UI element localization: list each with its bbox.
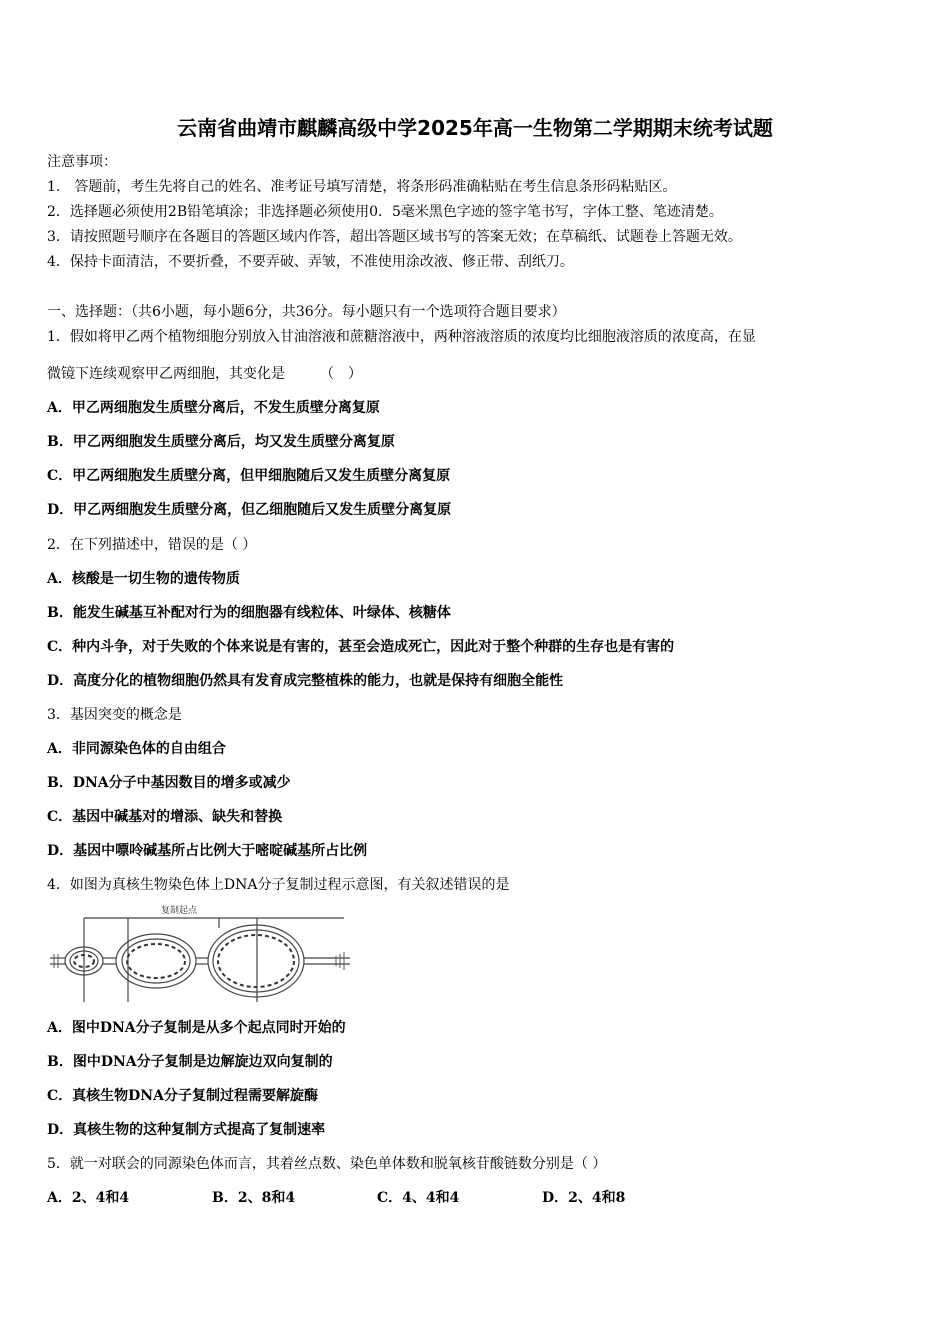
question-stem: 微镜下连续观察甲乙两细胞，其变化是 （ ） bbox=[47, 366, 362, 382]
option-d: D．基因中嘌呤碱基所占比例大于嘧啶碱基所占比例 bbox=[47, 843, 368, 859]
option-c: C．4、4和4 bbox=[377, 1190, 460, 1206]
question-stem: 1．假如将甲乙两个植物细胞分别放入甘油溶液和蔗糖溶液中，两种溶液溶质的浓度均比细胞液溶质的浓度高，在显 bbox=[47, 329, 756, 345]
notice-item: 3．请按照题号顺序在各题目的答题区域内作答，超出答题区域书写的答案无效；在草稿纸、试题卷上答题无效。 bbox=[47, 229, 742, 245]
question-stem: 2．在下列描述中，错误的是（ ） bbox=[47, 537, 257, 553]
section-heading: 一、选择题：（共6小题，每小题6分，共36分。每小题只有一个选项符合题目要求） bbox=[47, 304, 566, 320]
figure-label: 复制起点 bbox=[161, 906, 198, 916]
option-b: B．甲乙两细胞发生质壁分离后，均又发生质壁分离复原 bbox=[47, 434, 395, 450]
option-c: C．基因中碱基对的增添、缺失和替换 bbox=[47, 809, 283, 825]
option-d: D．真核生物的这种复制方式提高了复制速率 bbox=[47, 1122, 326, 1138]
notice-item: 2．选择题必须使用2B铅笔填涂；非选择题必须使用0．5毫米黑色字迹的签字笔书写，字体工整、笔迹清楚。 bbox=[47, 204, 723, 220]
option-a: A．图中DNA分子复制是从多个起点同时开始的 bbox=[47, 1020, 346, 1036]
option-d: D．高度分化的植物细胞仍然具有发育成完整植株的能力，也就是保持有细胞全能性 bbox=[47, 673, 564, 689]
option-a: A．核酸是一切生物的遗传物质 bbox=[47, 571, 240, 587]
option-c: C．真核生物DNA分子复制过程需要解旋酶 bbox=[47, 1088, 318, 1104]
question-stem: 3．基因突变的概念是 bbox=[47, 707, 182, 723]
option-a: A．甲乙两细胞发生质壁分离后，不发生质壁分离复原 bbox=[47, 400, 380, 416]
option-b: B．2、8和4 bbox=[212, 1190, 296, 1206]
question-stem: 4．如图为真核生物染色体上DNA分子复制过程示意图，有关叙述错误的是 bbox=[47, 877, 510, 893]
option-d: D．2、4和8 bbox=[542, 1190, 626, 1206]
question-stem: 5．就一对联会的同源染色体而言，其着丝点数、染色单体数和脱氧核苷酸链数分别是（ ） bbox=[47, 1156, 607, 1172]
option-d: D．甲乙两细胞发生质壁分离，但乙细胞随后又发生质壁分离复原 bbox=[47, 502, 452, 518]
notice-heading: 注意事项： bbox=[47, 154, 117, 170]
option-a: A．非同源染色体的自由组合 bbox=[47, 741, 226, 757]
option-c: C．种内斗争，对于失败的个体来说是有害的，甚至会造成死亡，因此对于整个种群的生存也是有害的 bbox=[47, 639, 675, 655]
notice-item: 1. 答题前，考生先将自己的姓名、准考证号填写清楚，将条形码准确粘贴在考生信息条形码粘贴区。 bbox=[47, 179, 677, 195]
option-a: A．2、4和4 bbox=[47, 1190, 130, 1206]
option-c: C．甲乙两细胞发生质壁分离，但甲细胞随后又发生质壁分离复原 bbox=[47, 468, 451, 484]
notice-item: 4．保持卡面清洁，不要折叠，不要弄破、弄皱，不准使用涂改液、修正带、刮纸刀。 bbox=[47, 254, 574, 270]
dna-replication-diagram bbox=[44, 900, 384, 1005]
option-b: B．能发生碱基互补配对行为的细胞器有线粒体、叶绿体、核糖体 bbox=[47, 605, 451, 621]
option-b: B．图中DNA分子复制是边解旋边双向复制的 bbox=[47, 1054, 333, 1070]
exam-title: 云南省曲靖市麒麟高级中学2025年高一生物第二学期期末统考试题 bbox=[177, 116, 773, 140]
option-b: B．DNA分子中基因数目的增多或减少 bbox=[47, 775, 291, 791]
